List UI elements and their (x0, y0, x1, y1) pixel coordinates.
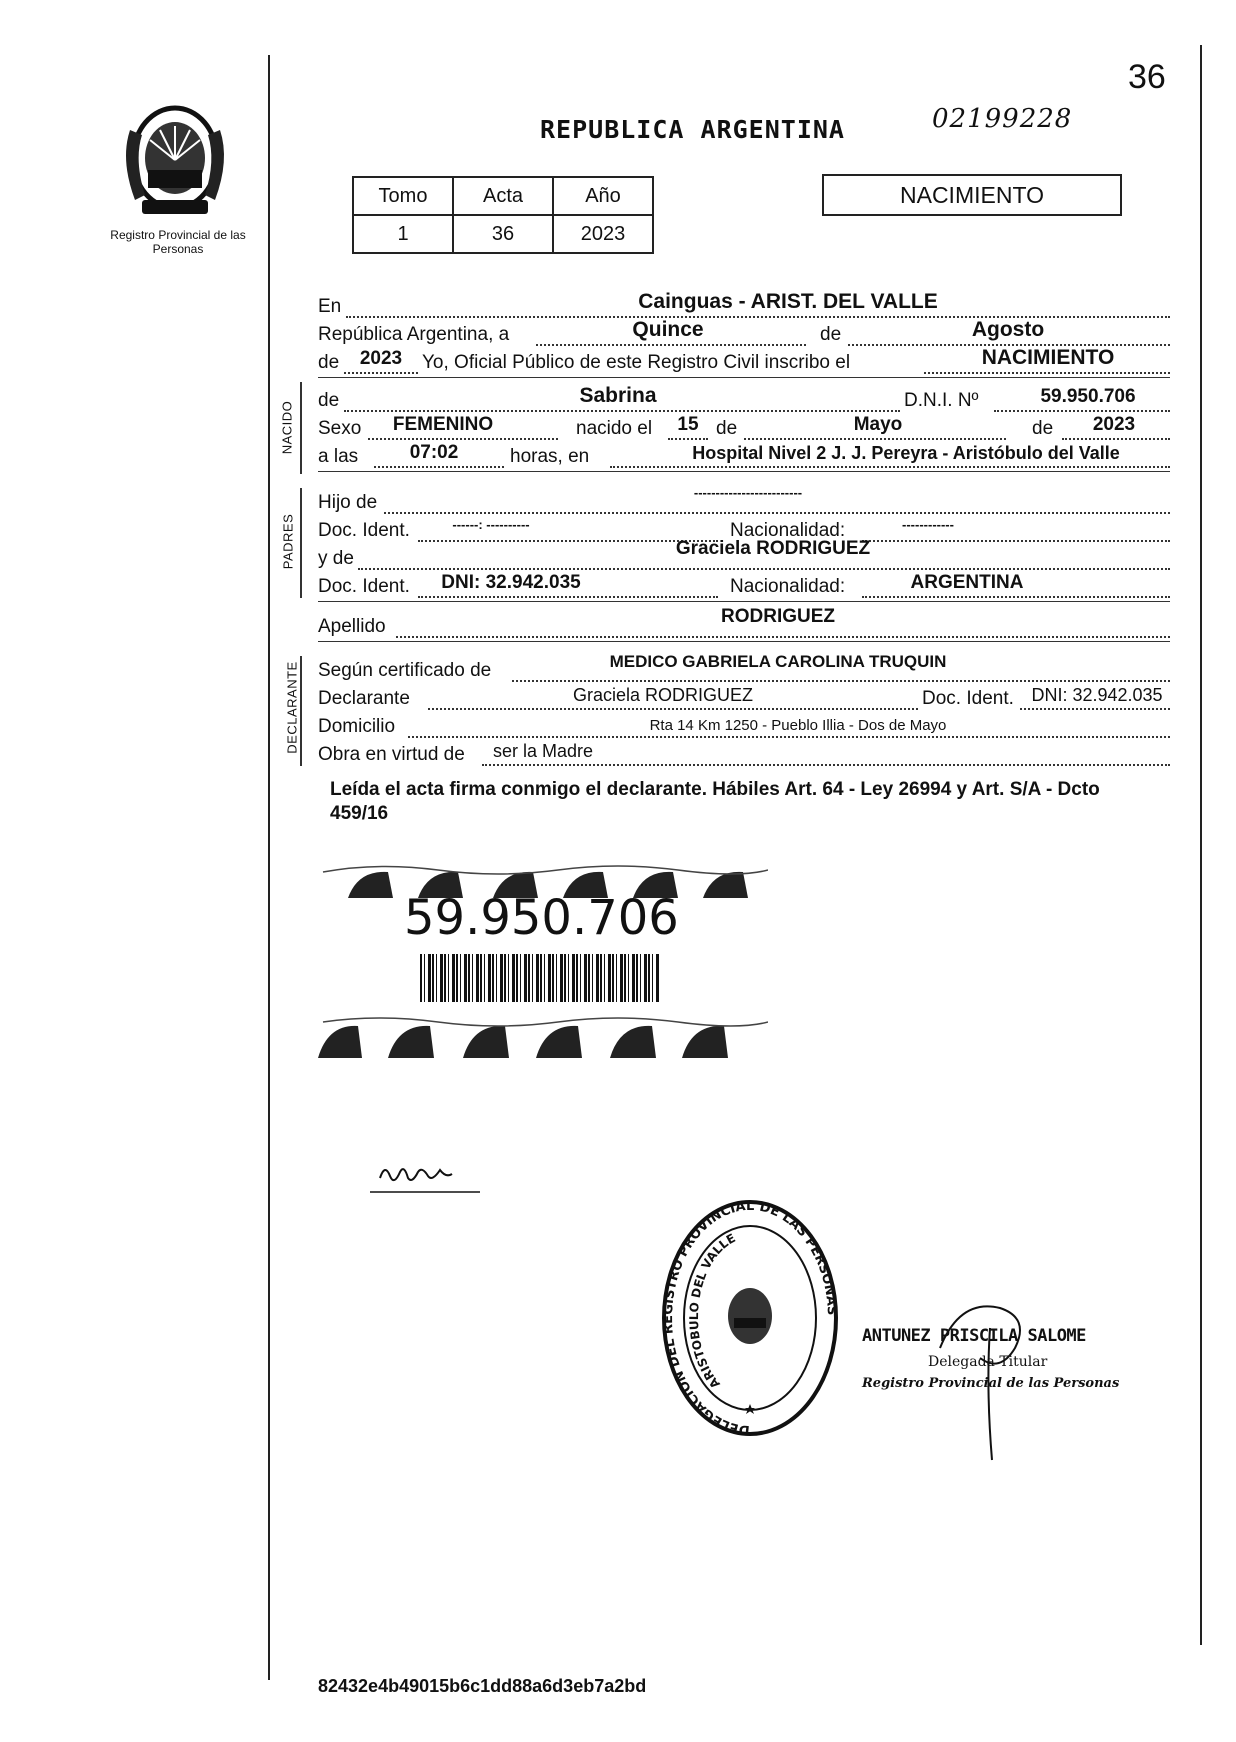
value-obra: ser la Madre (492, 741, 594, 761)
row-place (318, 290, 1178, 320)
value-domicilio: Rta 14 Km 1250 - Pueblo Illia - Dos de Mayo (649, 717, 947, 734)
row-father (318, 486, 1178, 516)
label-alas: a las (318, 446, 359, 467)
declarant-signature-icon (360, 1158, 490, 1198)
label-certificado: Según certificado de (318, 660, 492, 681)
label-horas: horas, en (510, 446, 590, 467)
table-row (353, 215, 653, 253)
registry-stamp (660, 1198, 840, 1438)
value-sexo: FEMENINO (392, 414, 494, 435)
header-tomo: Tomo (353, 177, 453, 215)
value-month: Agosto (971, 318, 1045, 341)
act-type-box (822, 174, 1122, 216)
label-de2: de (716, 418, 738, 439)
label-mother-doc: Doc. Ident. (318, 576, 410, 597)
value-decl-doc: DNI: 32.942.035 (1031, 685, 1163, 705)
province-emblem-icon (120, 100, 230, 225)
country-title: REPUBLICA ARGENTINA (540, 115, 845, 144)
value-day: Quince (632, 318, 704, 341)
value-father-nat: ------------ (902, 517, 954, 532)
label-de3: de (1032, 418, 1054, 439)
label-hijo: Hijo de (318, 492, 378, 513)
row-nacido-birth (318, 412, 1178, 442)
label-domicilio: Domicilio (318, 716, 396, 737)
right-margin-line (1200, 45, 1202, 1645)
dni-sticker (318, 862, 768, 1062)
row-declarante (318, 682, 1178, 712)
row-nacido-name (318, 384, 1178, 414)
registry-table (352, 176, 654, 254)
value-name: Sabrina (579, 384, 657, 407)
value-dni: 59.950.706 (1040, 386, 1136, 407)
table-row (353, 177, 653, 215)
official-registry: Registro Provincial de las Personas (862, 1376, 1120, 1391)
value-inscribe: NACIMIENTO (981, 346, 1115, 369)
row-mother (318, 538, 1178, 572)
official-role: Delegada Titular (928, 1354, 1048, 1370)
value-mother: Graciela RODRIGUEZ (675, 538, 871, 559)
left-margin-line (268, 55, 270, 1680)
row-date (318, 318, 1178, 348)
row-apellido (318, 606, 1178, 640)
label-dni: D.N.I. Nº (904, 390, 979, 411)
nacido-section-label: NACIDO (279, 400, 295, 455)
value-hour: 07:02 (409, 442, 459, 463)
label-father-nat: Nacionalidad: (730, 520, 846, 541)
stamp-ring-text: DELEGACION DEL REGISTRO PROVINCIAL DE LAS PERSONAS (661, 1198, 840, 1438)
value-year: 2023 (359, 348, 403, 369)
value-place: Cainguas - ARIST. DEL VALLE (638, 290, 938, 313)
value-mother-nat: ARGENTINA (910, 572, 1024, 593)
sticker-dni-number: 59.950.706 (404, 890, 679, 946)
value-birth-year: 2023 (1092, 414, 1136, 435)
row-certificado (318, 654, 1178, 684)
value-acta: 36 (453, 215, 553, 253)
row-nacido-place (318, 440, 1178, 470)
registry-name: Registro Provincial de las Personas (110, 228, 246, 256)
label-de: de (820, 324, 842, 345)
padres-bracket (300, 488, 310, 598)
label-yde: y de (318, 548, 354, 569)
stamp-inner-text: ARISTOBULO DEL VALLE (686, 1230, 738, 1392)
value-birth-month: Mayo (853, 414, 903, 435)
label-nacido-el: nacido el (576, 418, 653, 439)
official-name: ANTUNEZ PRISCILA SALOME (862, 1326, 1086, 1346)
value-father: ------------------------- (693, 485, 803, 500)
label-de: de (318, 390, 340, 411)
value-declarante: Graciela RODRIGUEZ (572, 685, 754, 705)
value-certificado: MEDICO GABRIELA CAROLINA TRUQUIN (609, 652, 947, 671)
label-father-doc: Doc. Ident. (318, 520, 410, 541)
label-obra: Obra en virtud de (318, 744, 465, 765)
value-apellido: RODRIGUEZ (721, 606, 835, 627)
page-number: 36 (1128, 58, 1166, 96)
sticker-pattern-bottom-icon (318, 1010, 768, 1060)
label-en: En (318, 296, 342, 317)
closing-text: Leída el acta firma conmigo el declarante. Hábiles Art. 64 - Ley 26994 y Art. S/A - Dcto 459/16 (330, 779, 1100, 824)
label-apellido: Apellido (318, 616, 386, 637)
footer-hash: 82432e4b49015b6c1dd88a6d3eb7a2bd (318, 1676, 647, 1696)
row-year (318, 346, 1178, 376)
header-acta: Acta (453, 177, 553, 215)
label-oficial: Yo, Oficial Público de este Registro Civil inscribo el (422, 352, 851, 373)
label-de2: de (318, 352, 340, 373)
act-type-label: NACIMIENTO (900, 182, 1044, 208)
value-ano: 2023 (553, 215, 653, 253)
value-birth-place: Hospital Nivel 2 J. J. Pereyra - Aristóbulo del Valle (692, 443, 1120, 463)
label-mother-nat: Nacionalidad: (730, 576, 846, 597)
row-domicilio (318, 710, 1178, 740)
label-republica: República Argentina, a (318, 324, 510, 345)
header-ano: Año (553, 177, 653, 215)
declarante-bracket (300, 656, 310, 766)
row-obra (318, 738, 1178, 768)
barcode-icon (420, 954, 660, 1002)
handwritten-code: 02199228 (932, 104, 1073, 134)
label-declarante: Declarante (318, 688, 410, 709)
label-decl-doc: Doc. Ident. (922, 688, 1014, 709)
nacido-bracket (300, 382, 310, 474)
padres-section-label: PADRES (280, 513, 296, 570)
label-sexo: Sexo (318, 418, 362, 439)
declarante-section-label: DECLARANTE (284, 661, 300, 754)
row-mother-doc (318, 570, 1178, 600)
value-birth-day: 15 (677, 414, 699, 435)
value-father-doc: ------: ---------- (452, 517, 530, 532)
value-mother-doc: DNI: 32.942.035 (441, 572, 581, 593)
value-tomo: 1 (353, 215, 453, 253)
